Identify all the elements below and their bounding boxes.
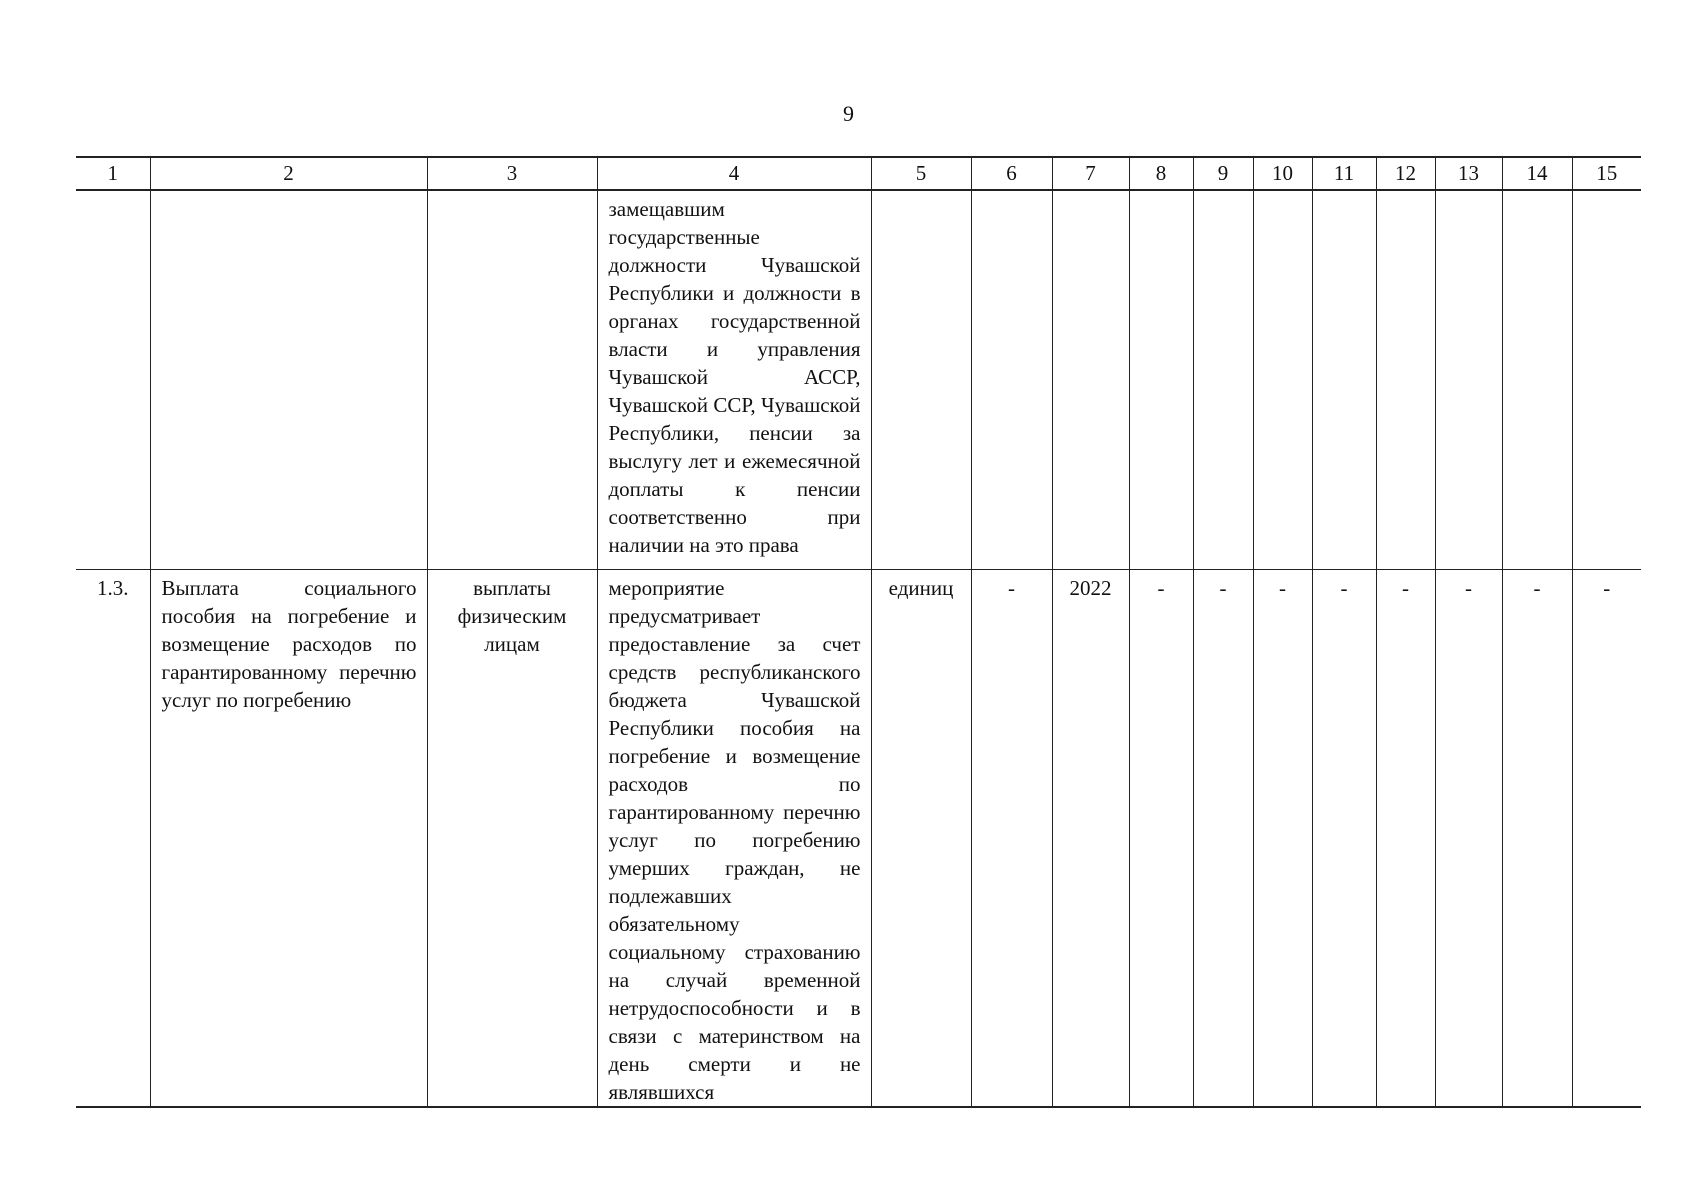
type-cell [427,570,597,1108]
value: - [1157,576,1165,600]
header-cell-8: 8 [1129,157,1193,190]
value-cell [1376,570,1435,1108]
cell [1052,190,1129,570]
value-cell [1129,570,1193,1108]
value-cell [1572,570,1641,1108]
cell [76,190,150,570]
header-cell-10: 10 [1253,157,1312,190]
cell [427,190,597,570]
value: - [1008,576,1015,600]
cell [1312,190,1376,570]
cell [1129,190,1193,570]
header-cell-7: 7 [1052,157,1129,190]
value-cell [1435,570,1502,1108]
header-cell-15: 15 [1572,157,1641,190]
cell [971,190,1052,570]
header-cell-11: 11 [1312,157,1376,190]
value-cell [1312,570,1376,1108]
value: - [1340,576,1348,600]
continuation-description-cell [597,190,871,570]
cell [1193,190,1253,570]
header-cell-12: 12 [1376,157,1435,190]
value: - [1603,576,1611,600]
measure-name: Выплата социального пособия на погребение и возмещение расходов по гарантированному перечню услуг по погребению [161,576,417,712]
measure-name-cell [150,570,427,1108]
value: - [1279,576,1286,600]
cell [1253,190,1312,570]
cell [150,190,427,570]
description-cell [597,570,871,1108]
header-cell-6: 6 [971,157,1052,190]
measure-type: выплаты физическим лицам [457,576,567,656]
value-cell [1193,570,1253,1108]
unit: единиц [888,576,954,600]
cell [1502,190,1572,570]
value-cell [971,570,1052,1108]
value: - [1533,576,1541,600]
year: 2022 [1069,576,1112,600]
page-number: 9 [843,101,854,126]
header-cell-2: 2 [150,157,427,190]
value-cell [1502,570,1572,1108]
header-row [76,157,1641,190]
header-cell-1: 1 [76,157,150,190]
value-cell [1253,570,1312,1108]
description-text: замещавшим государственные должности Чувашской Республики и должности в органах государственной власти и управления Чувашской АССР, Чувашской ССР, Чувашской Республики, пенсии за выслугу лет и ежемесячной доплаты к пенсии соответственно при наличии на это права [608,197,861,557]
value: - [1465,576,1472,600]
value: - [1402,576,1409,600]
item-number: 1.3. [97,576,129,600]
cell [1435,190,1502,570]
header-cell-13: 13 [1435,157,1502,190]
year-cell [1052,570,1129,1108]
table-row [76,570,1641,1108]
value: - [1219,576,1227,600]
header-cell-14: 14 [1502,157,1572,190]
header-cell-5: 5 [871,157,971,190]
cell [1572,190,1641,570]
cell [1376,190,1435,570]
description-text: мероприятие предусматривает предоставление за счет средств республиканского бюджета Чувашской Республики пособия на погребение и возмещение расходов по гарантированному перечню услуг по погребению умерших граждан, не подлежавших обязательному социальному страхованию на случай временной нетрудоспособности и в связи с материнством на день смерти и не являвшихся [608,576,861,1104]
header-cell-3: 3 [427,157,597,190]
header-cell-4: 4 [597,157,871,190]
program-table [76,156,1641,1108]
item-number-cell [76,570,150,1108]
unit-cell [871,570,971,1108]
header-cell-9: 9 [1193,157,1253,190]
table-row [76,190,1641,570]
cell [871,190,971,570]
